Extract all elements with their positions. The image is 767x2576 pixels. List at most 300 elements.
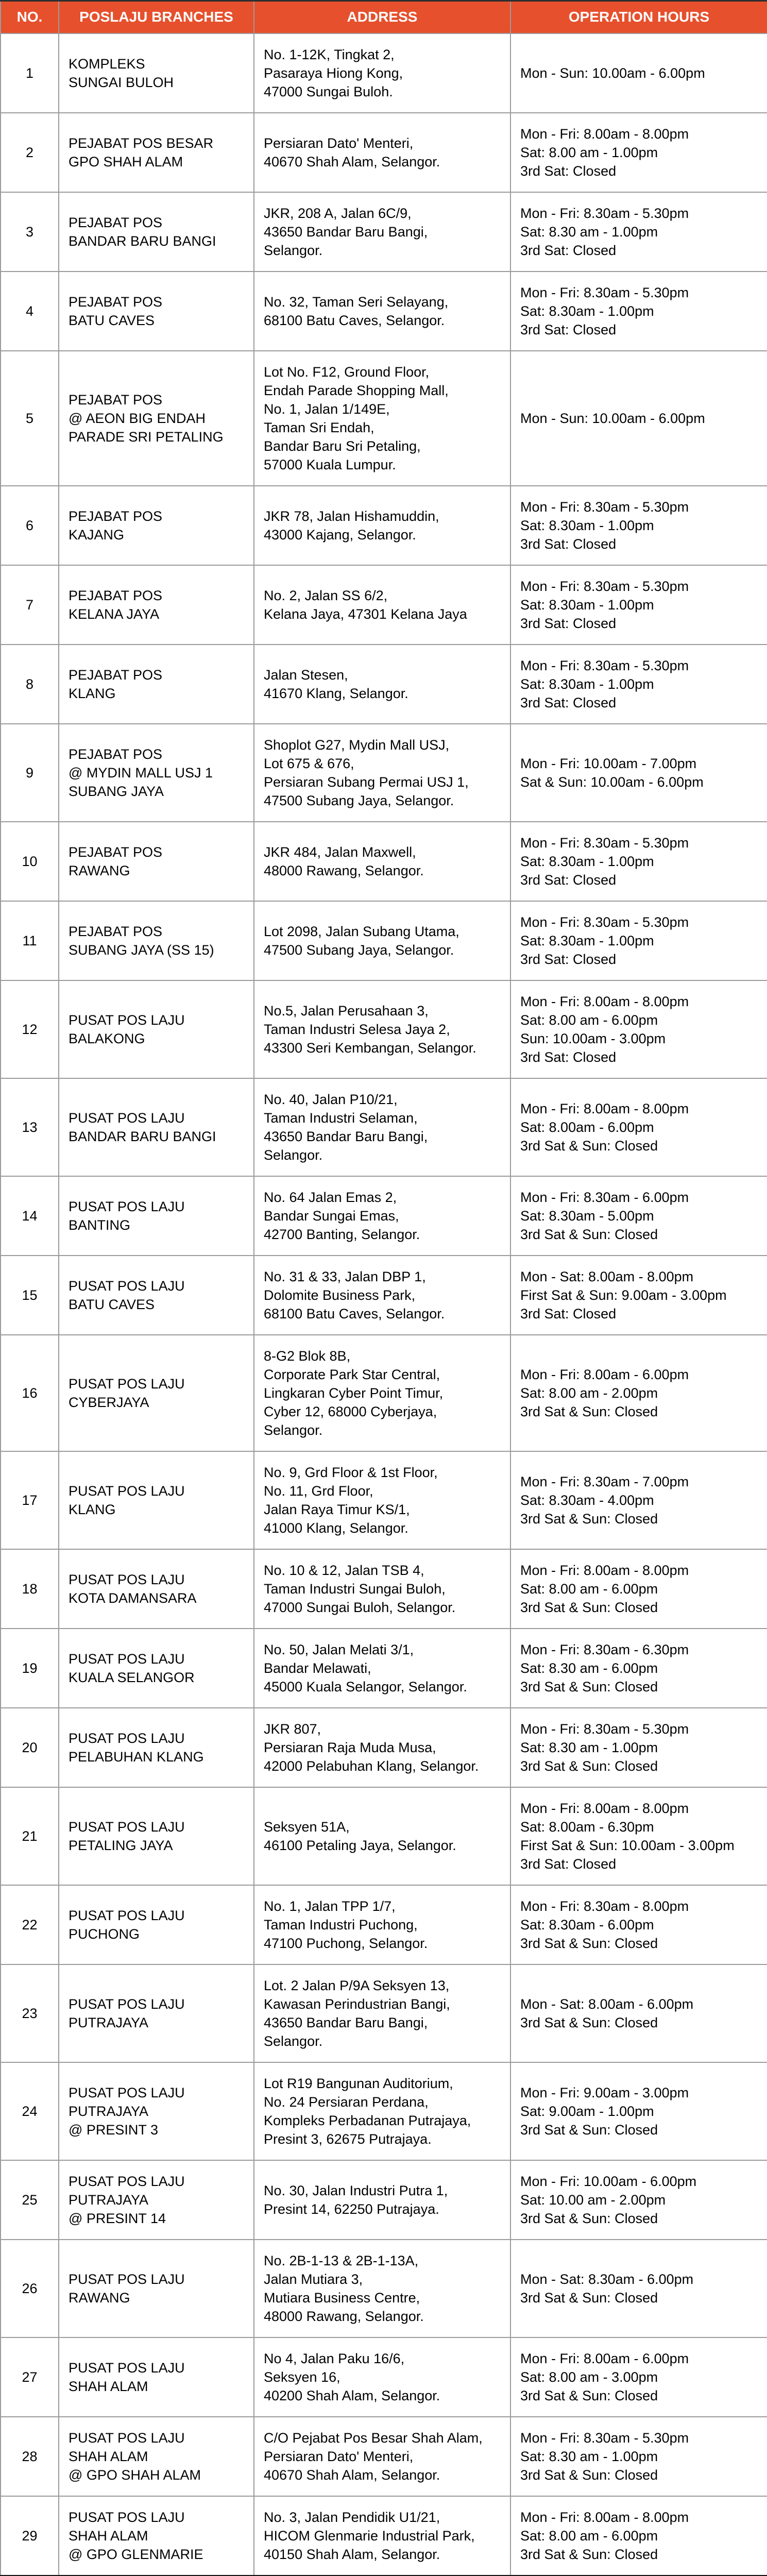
row-number: 9: [1, 724, 59, 822]
row-number: 6: [1, 486, 59, 565]
table-row: [1, 1708, 767, 1787]
address-line: 40670 Shah Alam, Selangor.: [264, 2466, 501, 2484]
address-line: Kawasan Perindustrian Bangi,: [264, 1995, 501, 2013]
operation-hours-line: Mon - Fri: 8.30am - 7.00pm: [520, 1472, 758, 1491]
address-line: No.5, Jalan Perusahaan 3,: [264, 1002, 501, 1020]
address-line: 41000 Klang, Selangor.: [264, 1519, 501, 1537]
branch-name: [59, 2337, 254, 2417]
operation-hours-line: 3rd Sat: Closed: [520, 1304, 758, 1323]
branch-address: [254, 272, 510, 351]
branch-name-line: PUSAT POS LAJU: [69, 1995, 244, 2013]
branch-name-line: @ AEON BIG ENDAH: [69, 409, 244, 428]
branch-name: [59, 1451, 254, 1549]
operation-hours-line: Mon - Fri: 8.30am - 8.00pm: [520, 1897, 758, 1916]
branch-address: [254, 1176, 510, 1256]
operation-hours-line: Mon - Fri: 8.30am - 5.30pm: [520, 834, 758, 852]
row-number: 1: [1, 33, 59, 113]
address-line: Shoplot G27, Mydin Mall USJ,: [264, 736, 501, 754]
branch-name-line: PELABUHAN KLANG: [69, 1748, 244, 1766]
branch-address: [254, 1549, 510, 1629]
branch-name: [59, 486, 254, 565]
address-line: Endah Parade Shopping Mall,: [264, 381, 501, 400]
operation-hours: [510, 1549, 767, 1629]
branch-address: [254, 1451, 510, 1549]
branch-name: [59, 1078, 254, 1176]
branch-name: [59, 1176, 254, 1256]
address-line: 43300 Seri Kembangan, Selangor.: [264, 1039, 501, 1057]
operation-hours-line: Mon - Fri: 8.30am - 5.30pm: [520, 498, 758, 516]
table-row: [1, 2062, 767, 2160]
table-row: [1, 901, 767, 980]
address-line: Taman Industri Puchong,: [264, 1916, 501, 1934]
address-line: JKR 78, Jalan Hishamuddin,: [264, 507, 501, 526]
operation-hours-line: 3rd Sat: Closed: [520, 693, 758, 712]
address-line: Lot No. F12, Ground Floor,: [264, 363, 501, 381]
branch-name-line: PUSAT POS LAJU: [69, 2359, 244, 2377]
branch-name-line: PEJABAT POS: [69, 293, 244, 311]
address-line: 68100 Batu Caves, Selangor.: [264, 311, 501, 330]
row-number: 16: [1, 1335, 59, 1451]
branch-name-line: PUSAT POS LAJU: [69, 1818, 244, 1836]
address-line: Bandar Baru Sri Petaling,: [264, 437, 501, 455]
operation-hours-line: 3rd Sat: Closed: [520, 320, 758, 339]
operation-hours: [510, 901, 767, 980]
address-line: Bandar Melawati,: [264, 1659, 501, 1677]
branch-name-line: PUTRAJAYA: [69, 2013, 244, 2032]
address-line: Seksyen 51A,: [264, 1818, 501, 1836]
column-header-operation-hours: OPERATION HOURS: [510, 1, 767, 33]
row-number: 8: [1, 645, 59, 724]
address-line: No. 40, Jalan P10/21,: [264, 1090, 501, 1109]
table-row: [1, 2240, 767, 2337]
address-line: Lingkaran Cyber Point Timur,: [264, 1384, 501, 1402]
address-line: 43650 Bandar Baru Bangi,: [264, 2013, 501, 2032]
branch-name-line: BATU CAVES: [69, 1295, 244, 1314]
branch-address: [254, 2496, 510, 2576]
branch-name-line: PUTRAJAYA: [69, 2191, 244, 2209]
operation-hours-line: 3rd Sat: Closed: [520, 162, 758, 180]
branch-address: [254, 1256, 510, 1335]
operation-hours-line: 3rd Sat & Sun: Closed: [520, 1510, 758, 1528]
operation-hours-line: Mon - Fri: 10.00am - 6.00pm: [520, 2172, 758, 2191]
branch-address: [254, 901, 510, 980]
operation-hours-line: 3rd Sat: Closed: [520, 871, 758, 889]
branch-name-line: PEJABAT POS: [69, 586, 244, 605]
address-line: No 4, Jalan Paku 16/6,: [264, 2349, 501, 2368]
header-row: [1, 1, 767, 33]
operation-hours-line: 3rd Sat: Closed: [520, 535, 758, 553]
row-number: 24: [1, 2062, 59, 2160]
operation-hours: [510, 2160, 767, 2240]
operation-hours: [510, 1885, 767, 1964]
branch-name-line: PETALING JAYA: [69, 1836, 244, 1855]
branch-name: [59, 1256, 254, 1335]
branch-address: [254, 1787, 510, 1885]
address-line: 42000 Pelabuhan Klang, Selangor.: [264, 1757, 501, 1775]
operation-hours-line: Mon - Fri: 8.00am - 8.00pm: [520, 1561, 758, 1580]
address-line: Taman Industri Sungai Buloh,: [264, 1580, 501, 1598]
branch-name: [59, 1549, 254, 1629]
row-number: 3: [1, 192, 59, 272]
address-line: Kompleks Perbadanan Putrajaya,: [264, 2111, 501, 2130]
row-number: 10: [1, 822, 59, 901]
branch-name-line: SHAH ALAM: [69, 2377, 244, 2396]
branch-name-line: BATU CAVES: [69, 311, 244, 330]
address-line: Corporate Park Star Central,: [264, 1365, 501, 1384]
branch-name: [59, 2240, 254, 2337]
table-header: [1, 1, 767, 33]
branch-name-line: PUSAT POS LAJU: [69, 1482, 244, 1500]
address-line: No. 10 & 12, Jalan TSB 4,: [264, 1561, 501, 1580]
row-number: 18: [1, 1549, 59, 1629]
address-line: 40150 Shah Alam, Selangor.: [264, 2545, 501, 2564]
address-line: No. 1-12K, Tingkat 2,: [264, 45, 501, 64]
branch-name-line: @ GPO SHAH ALAM: [69, 2466, 244, 2484]
column-header-no: NO.: [1, 1, 59, 33]
operation-hours: [510, 1787, 767, 1885]
branch-name-line: PUSAT POS LAJU: [69, 1011, 244, 1029]
branch-address: [254, 2337, 510, 2417]
operation-hours-line: Mon - Sun: 10.00am - 6.00pm: [520, 64, 758, 82]
address-line: 41670 Klang, Selangor.: [264, 684, 501, 703]
address-line: Selangor.: [264, 2032, 501, 2050]
operation-hours-line: 3rd Sat & Sun: Closed: [520, 2466, 758, 2484]
address-line: 47100 Puchong, Selangor.: [264, 1934, 501, 1953]
operation-hours: [510, 486, 767, 565]
operation-hours-line: 3rd Sat & Sun: Closed: [520, 1225, 758, 1244]
table-row: [1, 1256, 767, 1335]
branch-name-line: PEJABAT POS: [69, 666, 244, 684]
operation-hours: [510, 2417, 767, 2496]
branch-name: [59, 272, 254, 351]
address-line: JKR 807,: [264, 1720, 501, 1738]
operation-hours: [510, 724, 767, 822]
operation-hours-line: Mon - Fri: 8.30am - 6.00pm: [520, 1188, 758, 1207]
operation-hours-line: Sat: 8.30 am - 1.00pm: [520, 1738, 758, 1757]
address-line: No. 3, Jalan Pendidik U1/21,: [264, 2508, 501, 2527]
address-line: Persiaran Dato' Menteri,: [264, 2447, 501, 2466]
operation-hours: [510, 565, 767, 645]
table-row: [1, 113, 767, 192]
branch-address: [254, 1629, 510, 1708]
operation-hours-line: Mon - Fri: 8.30am - 6.30pm: [520, 1640, 758, 1659]
address-line: Seksyen 16,: [264, 2368, 501, 2386]
branch-address: [254, 486, 510, 565]
operation-hours-line: Mon - Fri: 8.30am - 5.30pm: [520, 577, 758, 596]
row-number: 4: [1, 272, 59, 351]
branch-name: [59, 351, 254, 486]
operation-hours-line: Sat: 8.30am - 1.00pm: [520, 931, 758, 950]
branch-address: [254, 1078, 510, 1176]
operation-hours: [510, 1256, 767, 1335]
branch-name: [59, 1629, 254, 1708]
operation-hours: [510, 645, 767, 724]
operation-hours: [510, 272, 767, 351]
address-line: Persiaran Subang Permai USJ 1,: [264, 773, 501, 791]
branch-name: [59, 980, 254, 1078]
branch-address: [254, 2160, 510, 2240]
table-row: [1, 822, 767, 901]
branch-name: [59, 822, 254, 901]
branch-name-line: PEJABAT POS BESAR: [69, 134, 244, 152]
branch-name-line: PUSAT POS LAJU: [69, 1277, 244, 1295]
row-number: 5: [1, 351, 59, 486]
address-line: No. 9, Grd Floor & 1st Floor,: [264, 1463, 501, 1482]
table-row: [1, 486, 767, 565]
address-line: Kelana Jaya, 47301 Kelana Jaya: [264, 605, 501, 623]
operation-hours-line: 3rd Sat & Sun: Closed: [520, 2209, 758, 2228]
address-line: No. 2B-1-13 & 2B-1-13A,: [264, 2251, 501, 2270]
operation-hours-line: Mon - Sat: 8.00am - 8.00pm: [520, 1267, 758, 1286]
branch-name-line: BALAKONG: [69, 1029, 244, 1048]
branch-name: [59, 1335, 254, 1451]
branch-name-line: PUSAT POS LAJU: [69, 2508, 244, 2527]
branch-address: [254, 645, 510, 724]
branch-name: [59, 724, 254, 822]
operation-hours-line: Mon - Fri: 8.00am - 6.00pm: [520, 1365, 758, 1384]
operation-hours: [510, 1335, 767, 1451]
operation-hours-line: 3rd Sat: Closed: [520, 950, 758, 969]
table-row: [1, 1078, 767, 1176]
branch-name-line: @ PRESINT 3: [69, 2121, 244, 2139]
branch-address: [254, 1708, 510, 1787]
branch-name-line: PUSAT POS LAJU: [69, 1650, 244, 1668]
branch-name-line: KLANG: [69, 684, 244, 703]
branch-address: [254, 33, 510, 113]
operation-hours-line: Mon - Fri: 8.30am - 5.30pm: [520, 283, 758, 302]
branch-name: [59, 1885, 254, 1964]
table-row: [1, 1176, 767, 1256]
branch-address: [254, 724, 510, 822]
table-row: [1, 2417, 767, 2496]
branch-name: [59, 1964, 254, 2062]
row-number: 29: [1, 2496, 59, 2576]
operation-hours-line: Sat: 10.00 am - 2.00pm: [520, 2191, 758, 2209]
branch-name-line: PUSAT POS LAJU: [69, 2270, 244, 2289]
address-line: 47000 Sungai Buloh, Selangor.: [264, 1598, 501, 1617]
operation-hours-line: Mon - Fri: 8.00am - 8.00pm: [520, 2508, 758, 2527]
branch-name-line: PEJABAT POS: [69, 213, 244, 232]
address-line: Lot 2098, Jalan Subang Utama,: [264, 922, 501, 941]
operation-hours-line: Mon - Fri: 8.00am - 8.00pm: [520, 992, 758, 1011]
operation-hours-line: Mon - Fri: 8.30am - 5.30pm: [520, 204, 758, 223]
branch-name-line: KAJANG: [69, 526, 244, 544]
row-number: 21: [1, 1787, 59, 1885]
operation-hours: [510, 2062, 767, 2160]
operation-hours-line: Sat: 8.30am - 1.00pm: [520, 675, 758, 693]
operation-hours-line: 3rd Sat & Sun: Closed: [520, 2013, 758, 2032]
table-row: [1, 1451, 767, 1549]
address-line: Lot 675 & 676,: [264, 754, 501, 773]
branch-name-line: SUBANG JAYA (SS 15): [69, 941, 244, 959]
table-row: [1, 645, 767, 724]
branch-name-line: PEJABAT POS: [69, 507, 244, 526]
address-line: Presint 3, 62675 Putrajaya.: [264, 2130, 501, 2148]
row-number: 22: [1, 1885, 59, 1964]
branch-name: [59, 2417, 254, 2496]
address-line: Cyber 12, 68000 Cyberjaya,: [264, 1402, 501, 1421]
operation-hours: [510, 1451, 767, 1549]
address-line: Taman Sri Endah,: [264, 418, 501, 437]
address-line: 43650 Bandar Baru Bangi,: [264, 1127, 501, 1146]
address-line: 45000 Kuala Selangor, Selangor.: [264, 1677, 501, 1696]
operation-hours: [510, 980, 767, 1078]
address-line: Jalan Mutiara 3,: [264, 2270, 501, 2289]
address-line: 40670 Shah Alam, Selangor.: [264, 152, 501, 171]
operation-hours-line: Mon - Fri: 8.30am - 5.30pm: [520, 2429, 758, 2447]
operation-hours-line: 3rd Sat & Sun: Closed: [520, 1137, 758, 1155]
operation-hours-line: Mon - Sat: 8.00am - 6.00pm: [520, 1995, 758, 2013]
table-row: [1, 2496, 767, 2576]
branch-name-line: GPO SHAH ALAM: [69, 152, 244, 171]
address-line: No. 31 & 33, Jalan DBP 1,: [264, 1267, 501, 1286]
table-row: [1, 272, 767, 351]
operation-hours-line: 3rd Sat & Sun: Closed: [520, 1934, 758, 1953]
branch-address: [254, 113, 510, 192]
table-row: [1, 1964, 767, 2062]
operation-hours-line: 3rd Sat & Sun: Closed: [520, 2289, 758, 2307]
branch-name: [59, 1787, 254, 1885]
column-header-branches: POSLAJU BRANCHES: [59, 1, 254, 33]
operation-hours: [510, 351, 767, 486]
operation-hours: [510, 33, 767, 113]
operation-hours-line: Sat: 8.00 am - 6.00pm: [520, 2527, 758, 2545]
row-number: 27: [1, 2337, 59, 2417]
address-line: Dolomite Business Park,: [264, 1286, 501, 1304]
operation-hours-line: Sat: 8.30am - 6.00pm: [520, 1916, 758, 1934]
row-number: 28: [1, 2417, 59, 2496]
address-line: 40200 Shah Alam, Selangor.: [264, 2386, 501, 2405]
address-line: HICOM Glenmarie Industrial Park,: [264, 2527, 501, 2545]
operation-hours: [510, 1708, 767, 1787]
operation-hours-line: Sat: 8.00am - 6.30pm: [520, 1818, 758, 1836]
operation-hours-line: 3rd Sat & Sun: Closed: [520, 2121, 758, 2139]
address-line: Selangor.: [264, 241, 501, 260]
branch-name-line: CYBERJAYA: [69, 1393, 244, 1412]
row-number: 15: [1, 1256, 59, 1335]
address-line: Selangor.: [264, 1146, 501, 1164]
row-number: 23: [1, 1964, 59, 2062]
row-number: 2: [1, 113, 59, 192]
branch-address: [254, 1964, 510, 2062]
branch-name-line: RAWANG: [69, 2289, 244, 2307]
branch-name-line: PEJABAT POS: [69, 843, 244, 861]
operation-hours: [510, 1629, 767, 1708]
operation-hours-line: Mon - Fri: 8.00am - 8.00pm: [520, 1099, 758, 1118]
address-line: Presint 14, 62250 Putrajaya.: [264, 2200, 501, 2218]
operation-hours: [510, 822, 767, 901]
branch-name-line: RAWANG: [69, 861, 244, 880]
branch-name-line: @ MYDIN MALL USJ 1: [69, 764, 244, 782]
table-row: [1, 2160, 767, 2240]
branch-name-line: PUTRAJAYA: [69, 2102, 244, 2121]
operation-hours-line: Mon - Fri: 8.00am - 8.00pm: [520, 1799, 758, 1818]
operation-hours: [510, 2337, 767, 2417]
branch-address: [254, 565, 510, 645]
address-line: Pasaraya Hiong Kong,: [264, 64, 501, 82]
operation-hours-line: Mon - Sun: 10.00am - 6.00pm: [520, 409, 758, 428]
operation-hours-line: 3rd Sat & Sun: Closed: [520, 1677, 758, 1696]
branch-name-line: KUALA SELANGOR: [69, 1668, 244, 1687]
operation-hours-line: Sat: 8.30am - 1.00pm: [520, 852, 758, 871]
table-row: [1, 980, 767, 1078]
operation-hours-line: Mon - Fri: 8.00am - 8.00pm: [520, 125, 758, 143]
address-line: No. 1, Jalan 1/149E,: [264, 400, 501, 418]
branch-name-line: SUBANG JAYA: [69, 782, 244, 801]
address-line: C/O Pejabat Pos Besar Shah Alam,: [264, 2429, 501, 2447]
branch-name-line: BANTING: [69, 1216, 244, 1234]
address-line: No. 64 Jalan Emas 2,: [264, 1188, 501, 1207]
branch-name-line: @ PRESINT 14: [69, 2209, 244, 2228]
address-line: No. 1, Jalan TPP 1/7,: [264, 1897, 501, 1916]
branch-name-line: PUSAT POS LAJU: [69, 1375, 244, 1393]
column-header-address: ADDRESS: [254, 1, 510, 33]
branch-name-line: KOTA DAMANSARA: [69, 1589, 244, 1607]
operation-hours-line: Sat: 8.00 am - 1.00pm: [520, 143, 758, 162]
operation-hours: [510, 2496, 767, 2576]
branch-name-line: SUNGAI BULOH: [69, 73, 244, 92]
branch-address: [254, 2417, 510, 2496]
operation-hours-line: 3rd Sat: Closed: [520, 614, 758, 633]
branch-name: [59, 33, 254, 113]
row-number: 12: [1, 980, 59, 1078]
address-line: Taman Industri Selesa Jaya 2,: [264, 1020, 501, 1039]
address-line: Taman Industri Selaman,: [264, 1109, 501, 1127]
address-line: 48000 Rawang, Selangor.: [264, 2307, 501, 2326]
operation-hours-line: Sat: 8.00 am - 2.00pm: [520, 1384, 758, 1402]
table-row: [1, 1885, 767, 1964]
row-number: 14: [1, 1176, 59, 1256]
address-line: Jalan Raya Timur KS/1,: [264, 1500, 501, 1519]
address-line: 46100 Petaling Jaya, Selangor.: [264, 1836, 501, 1855]
row-number: 17: [1, 1451, 59, 1549]
branch-name-line: KOMPLEKS: [69, 55, 244, 73]
branch-name-line: PUSAT POS LAJU: [69, 2429, 244, 2447]
table-row: [1, 1335, 767, 1451]
table-row: [1, 1787, 767, 1885]
branch-name-line: PUSAT POS LAJU: [69, 1109, 244, 1127]
address-line: 43650 Bandar Baru Bangi,: [264, 223, 501, 241]
address-line: Jalan Stesen,: [264, 666, 501, 684]
operation-hours-line: Sun: 10.00am - 3.00pm: [520, 1029, 758, 1048]
operation-hours-line: 3rd Sat & Sun: Closed: [520, 2386, 758, 2405]
operation-hours-line: Sat: 8.30am - 1.00pm: [520, 516, 758, 535]
branch-name-line: PUSAT POS LAJU: [69, 1906, 244, 1925]
branches-table-body: [1, 33, 767, 2576]
branch-name-line: BANDAR BARU BANGI: [69, 232, 244, 250]
branch-address: [254, 192, 510, 272]
operation-hours-line: First Sat & Sun: 9.00am - 3.00pm: [520, 1286, 758, 1304]
address-line: JKR, 208 A, Jalan 6C/9,: [264, 204, 501, 223]
operation-hours-line: 3rd Sat: Closed: [520, 1048, 758, 1066]
branch-name-line: PUSAT POS LAJU: [69, 2172, 244, 2191]
address-line: 47500 Subang Jaya, Selangor.: [264, 791, 501, 810]
row-number: 13: [1, 1078, 59, 1176]
address-line: 47500 Subang Jaya, Selangor.: [264, 941, 501, 959]
branch-address: [254, 1335, 510, 1451]
address-line: Persiaran Raja Muda Musa,: [264, 1738, 501, 1757]
branch-name: [59, 2062, 254, 2160]
operation-hours-line: Mon - Fri: 8.30am - 5.30pm: [520, 1720, 758, 1738]
branch-name: [59, 565, 254, 645]
address-line: No. 32, Taman Seri Selayang,: [264, 293, 501, 311]
branch-name-line: PARADE SRI PETALING: [69, 428, 244, 446]
branch-name: [59, 192, 254, 272]
operation-hours-line: Sat: 8.30am - 4.00pm: [520, 1491, 758, 1510]
address-line: 43000 Kajang, Selangor.: [264, 526, 501, 544]
table-row: [1, 2337, 767, 2417]
branch-name: [59, 1708, 254, 1787]
